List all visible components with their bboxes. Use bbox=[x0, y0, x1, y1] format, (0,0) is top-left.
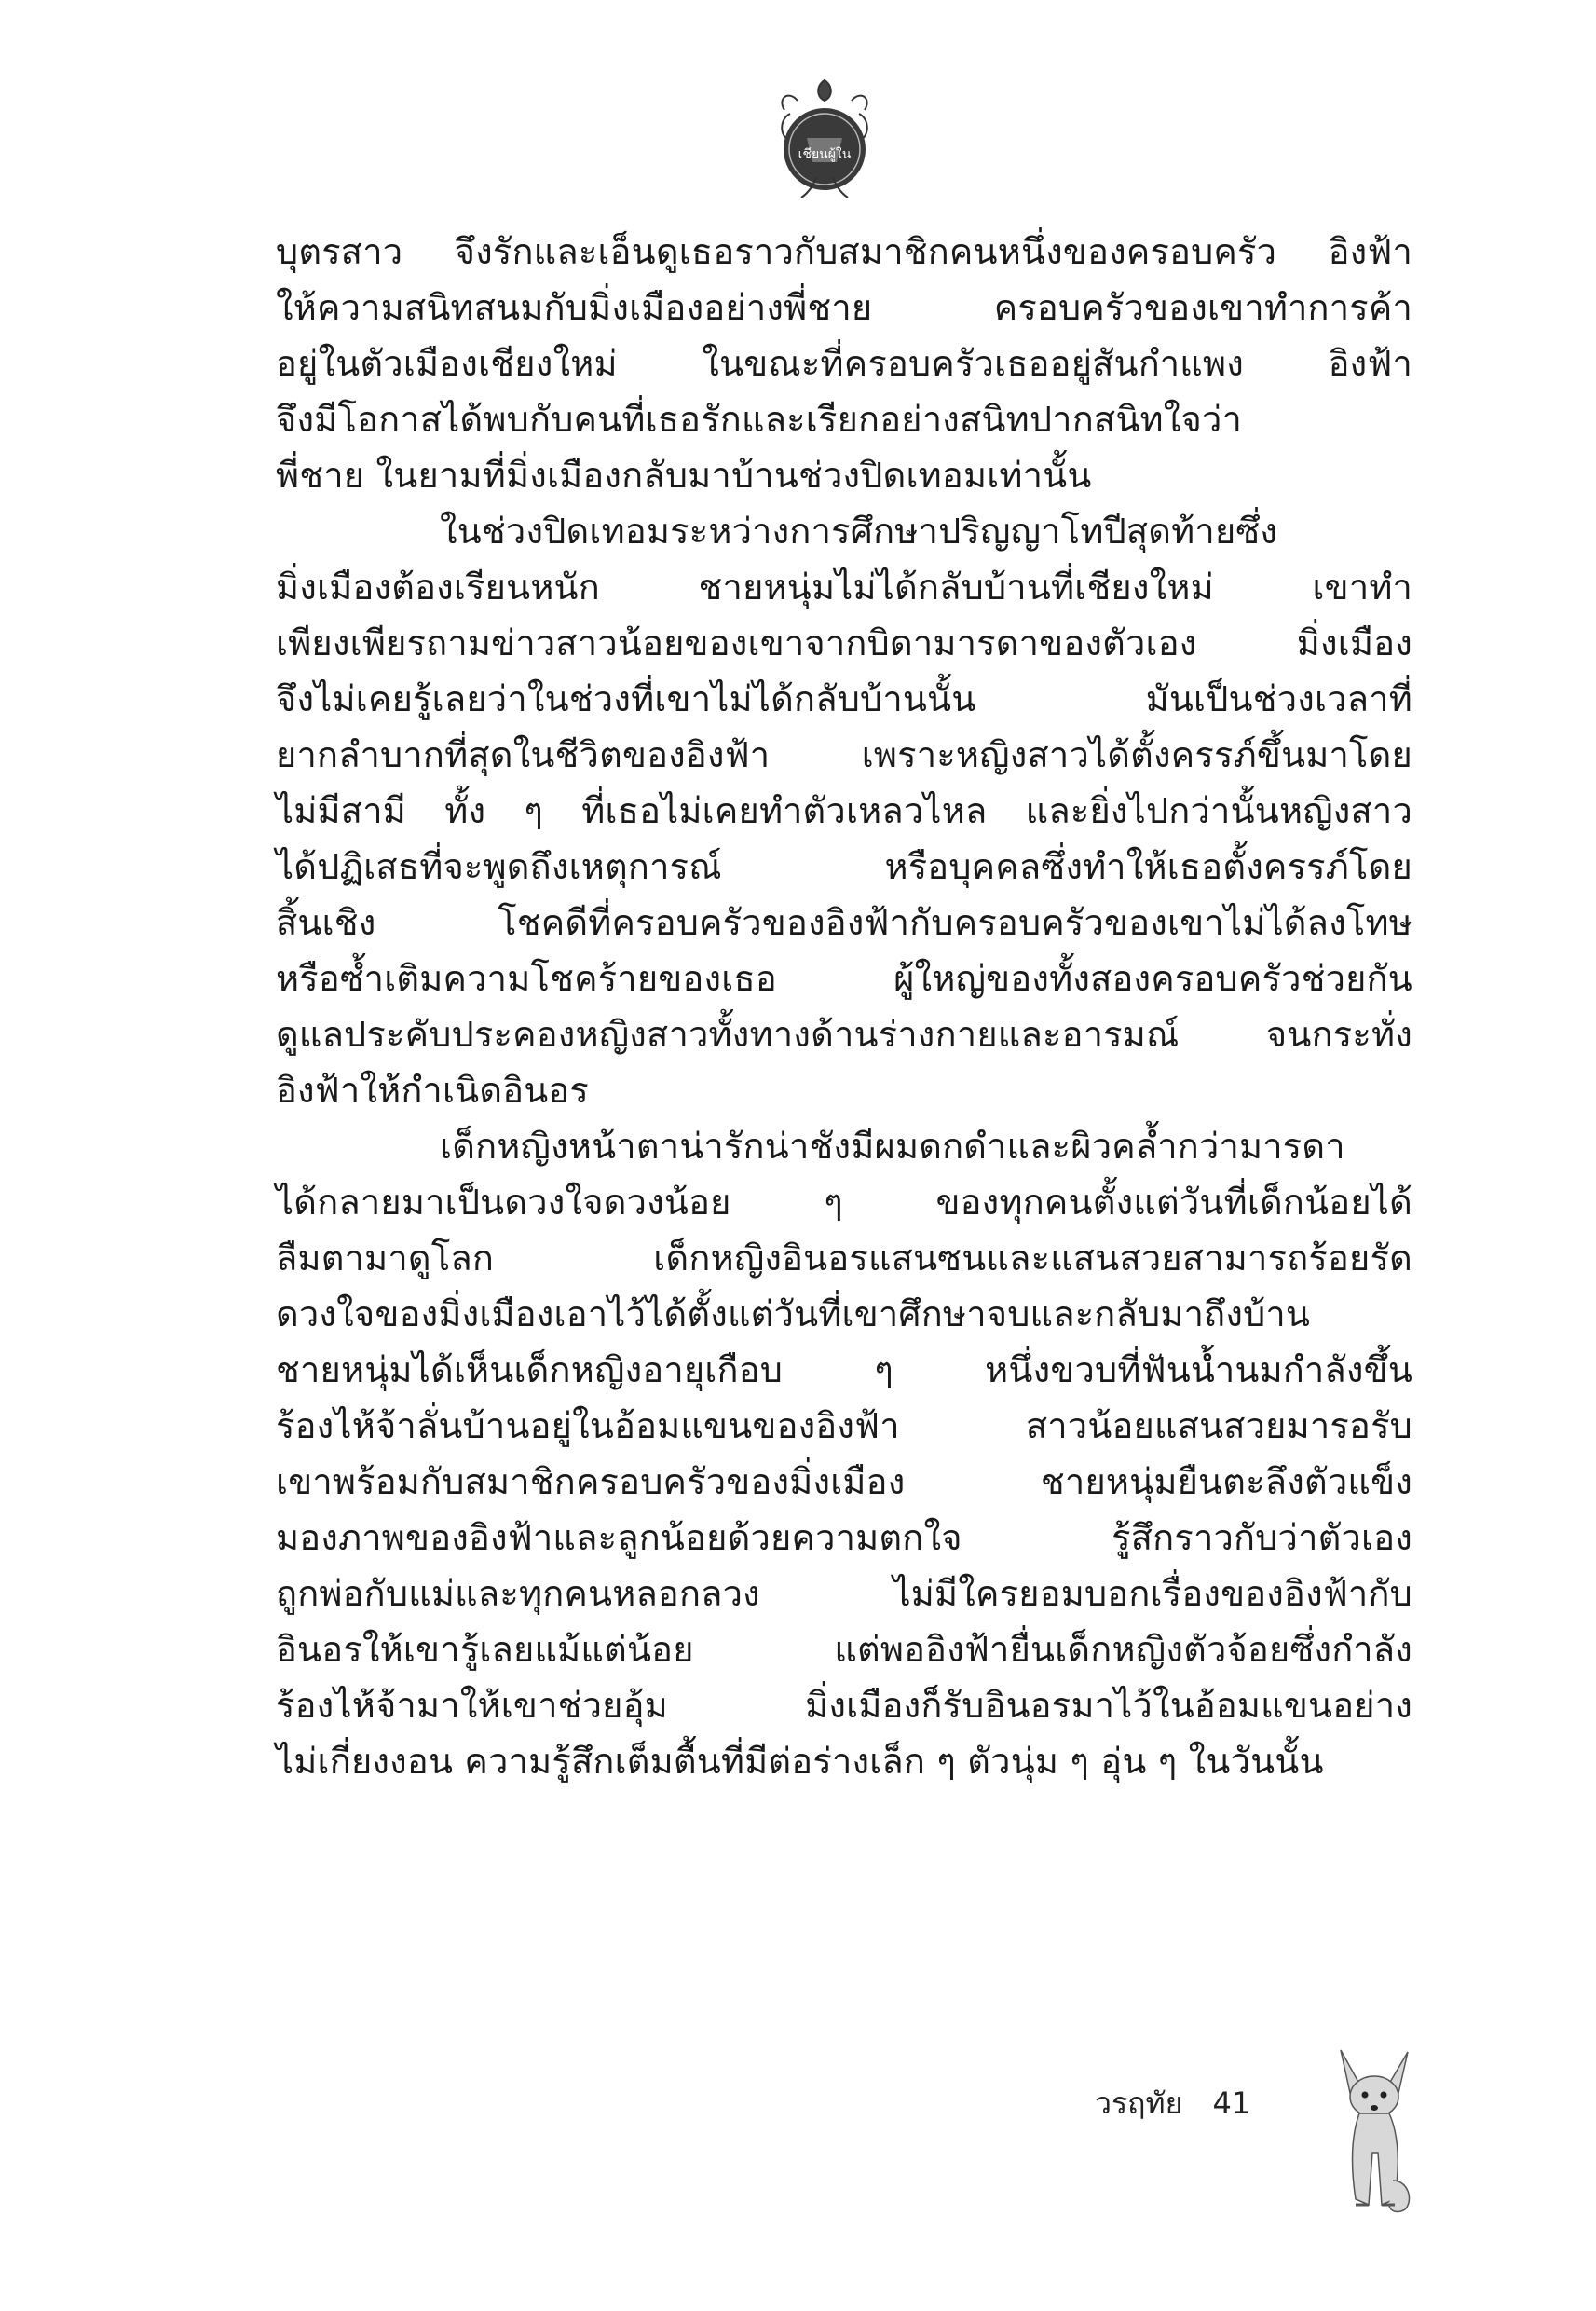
publisher-logo bbox=[770, 73, 880, 203]
text-line: ได้ปฏิเสธที่จะพูดถึงเหตุการณ์ หรือบุคคลซึ่งทำให้เธอตั้งครรภ์โดย bbox=[276, 846, 1412, 887]
logo-text: เชียนผู้ใน bbox=[798, 147, 852, 162]
body-text bbox=[276, 224, 1412, 1789]
text-line: พี่ชาย ในยามที่มิ่งเมืองกลับมาบ้านช่วงปิดเทอมเท่านั้น bbox=[276, 455, 1092, 496]
book-title: วรฤทัย bbox=[1095, 2085, 1183, 2121]
text-line: มองภาพของอิงฟ้าและลูกน้อยด้วยความตกใจ รู้สึกราวกับว่าตัวเอง bbox=[276, 1517, 1412, 1558]
text-line: บุตรสาว จึงรักและเอ็นดูเธอราวกับสมาชิกคนหนึ่งของครอบครัว อิงฟ้า bbox=[276, 231, 1412, 272]
text-line: ลืมตามาดูโลก เด็กหญิงอินอรแสนซนและแสนสวยสามารถร้อยรัด bbox=[276, 1238, 1412, 1279]
paragraph bbox=[276, 224, 1412, 503]
text-line: ดวงใจของมิ่งเมืองเอาไว้ได้ตั้งแต่วันที่เขาศึกษาจบและกลับมาถึงบ้าน bbox=[276, 1293, 1311, 1334]
text-line: ได้กลายมาเป็นดวงใจดวงน้อย ๆ ของทุกคนตั้งแต่วันที่เด็กน้อยได้ bbox=[276, 1182, 1412, 1223]
text-line: ไม่มีสามี ทั้ง ๆ ที่เธอไม่เคยทำตัวเหลวไหล และยิ่งไปกว่านั้นหญิงสาว bbox=[276, 790, 1412, 831]
text-line: อินอรให้เขารู้เลยแม้แต่น้อย แต่พออิงฟ้ายื่นเด็กหญิงตัวจ้อยซึ่งกำลัง bbox=[276, 1629, 1412, 1670]
text-line: จึงมีโอกาสได้พบกับคนที่เธอรักและเรียกอย่างสนิทปากสนิทใจว่า bbox=[276, 399, 1243, 440]
text-line: อยู่ในตัวเมืองเชียงใหม่ ในขณะที่ครอบครัวเธออยู่สันกำแพง อิงฟ้า bbox=[276, 343, 1412, 384]
text-line: ชายหนุ่มได้เห็นเด็กหญิงอายุเกือบ ๆ หนึ่งขวบที่ฟันน้ำนมกำลังขึ้น bbox=[276, 1349, 1412, 1390]
text-line: เพียงเพียรถามข่าวสาวน้อยของเขาจากบิดามารดาของตัวเอง มิ่งเมือง bbox=[276, 622, 1412, 663]
text-line: ร้องไห้จ้าลั่นบ้านอยู่ในอ้อมแขนของอิงฟ้า สาวน้อยแสนสวยมารอรับ bbox=[276, 1405, 1412, 1446]
text-line: อิงฟ้าให้กำเนิดอินอร bbox=[276, 1070, 590, 1111]
dog-illustration bbox=[1328, 2041, 1421, 2218]
text-line: เด็กหญิงหน้าตาน่ารักน่าชังมีผมดกดำและผิวคล้ำกว่ามารดา bbox=[440, 1126, 1345, 1167]
text-line: ถูกพ่อกับแม่และทุกคนหลอกลวง ไม่มีใครยอมบอกเรื่องของอิงฟ้ากับ bbox=[276, 1573, 1412, 1614]
paragraph bbox=[276, 503, 1412, 1118]
text-line: ดูแลประคับประคองหญิงสาวทั้งทางด้านร่างกายและอารมณ์ จนกระทั่ง bbox=[276, 1014, 1412, 1055]
text-line: มิ่งเมืองต้องเรียนหนัก ชายหนุ่มไม่ได้กลับบ้านที่เชียงใหม่ เขาทำ bbox=[276, 567, 1412, 608]
text-line: ร้องไห้จ้ามาให้เขาช่วยอุ้ม มิ่งเมืองก็รับอินอรมาไว้ในอ้อมแขนอย่าง bbox=[276, 1685, 1412, 1726]
paragraph bbox=[276, 1118, 1412, 1789]
text-line: ในช่วงปิดเทอมระหว่างการศึกษาปริญญาโทปีสุดท้ายซึ่ง bbox=[440, 511, 1278, 552]
page-footer bbox=[1095, 2080, 1250, 2127]
text-line: ให้ความสนิทสนมกับมิ่งเมืองอย่างพี่ชาย ครอบครัวของเขาทำการค้า bbox=[276, 287, 1412, 328]
text-line: สิ้นเชิง โชคดีที่ครอบครัวของอิงฟ้ากับครอบครัวของเขาไม่ได้ลงโทษ bbox=[276, 902, 1412, 943]
text-line: ไม่เกี่ยงงอน ความรู้สึกเต็มตื้นที่มีต่อร่างเล็ก ๆ ตัวนุ่ม ๆ อุ่น ๆ ในวันนั้น bbox=[276, 1741, 1324, 1782]
text-line: ยากลำบากที่สุดในชีวิตของอิงฟ้า เพราะหญิงสาวได้ตั้งครรภ์ขึ้นมาโดย bbox=[276, 734, 1412, 775]
text-line: หรือซ้ำเติมความโชคร้ายของเธอ ผู้ใหญ่ของทั้งสองครอบครัวช่วยกัน bbox=[276, 958, 1412, 999]
page-number: 41 bbox=[1212, 2085, 1251, 2121]
text-line: เขาพร้อมกับสมาชิกครอบครัวของมิ่งเมือง ชายหนุ่มยืนตะลึงตัวแข็ง bbox=[276, 1461, 1412, 1502]
text-line: จึงไม่เคยรู้เลยว่าในช่วงที่เขาไม่ได้กลับบ้านนั้น มันเป็นช่วงเวลาที่ bbox=[276, 678, 1412, 719]
